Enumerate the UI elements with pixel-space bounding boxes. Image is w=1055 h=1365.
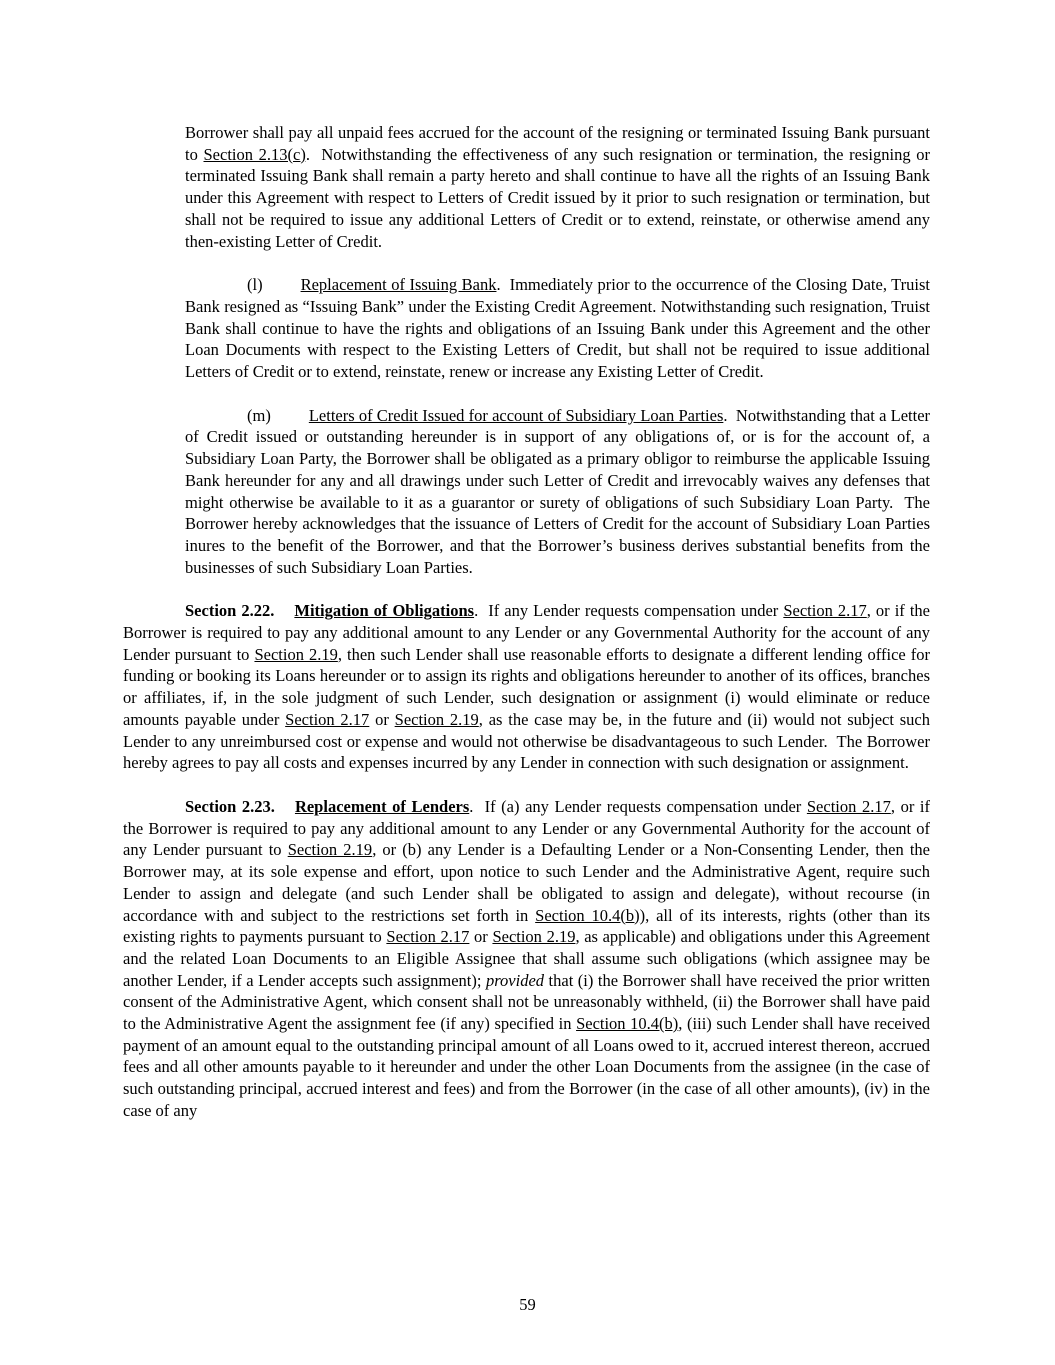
clause-heading: Replacement of Issuing Bank [300,275,497,295]
body-text: , then such Lender shall use reasonable efforts to designate a different lending office for funding or booking its Loans hereunder or to assign its rights and obligations hereunder to another of its offices, branches or affiliates, if, in the sole judgment of such Lender, such designation or assignment (i) would eliminate or reduce amounts payable under [123,644,930,729]
section-number: Section 2.22. [185,601,275,621]
document-body [123,122,930,1144]
section-reference: Section 10.4(b) [535,905,640,925]
section-reference: Section 2.17 [806,796,891,816]
paragraph-section-2-22 [123,600,930,774]
paragraph-clause-l [185,274,930,383]
body-text: . If any Lender requests compensation under [474,601,784,621]
body-text: Borrower shall pay all unpaid fees accrued for the account of the resigning or terminated Issuing Bank pursuant to [185,123,930,164]
body-text: , or if the Borrower is required to pay any additional amount to any Lender or any Governmental Authority for the account of any Lender pursuant to [123,796,930,860]
section-heading: Replacement of Lenders [294,796,470,816]
section-reference: Section 2.17 [386,927,470,947]
section-reference: Section 2.13(c) [203,144,306,164]
body-text: , (iii) such Lender shall have received payment of an amount equal to the outstanding principal amount of all Loans owed to it, accrued interest thereon, accrued fees and all other amounts payable to it hereunder and under the other Loan Documents from the assignee (in the case of such outstanding principal, accrued interest and fees) and from the Borrower (in the case of all other amounts), (iv) in the case of any [123,1014,930,1120]
section-reference: Section 2.19 [394,709,479,729]
body-text: . Notwithstanding the effectiveness of any such resignation or termination, the resigning or terminated Issuing Bank shall remain a party hereto and shall continue to have all the rights of an Issuing Bank under this Agreement with respect to Letters of Credit issued by it prior to such resignation or termination, but shall not be required to issue any additional Letters of Credit or to extend, reinstate, or otherwise amend any then-existing Letter of Credit. [185,144,930,251]
clause-label: (m) [247,405,271,425]
section-reference: Section 10.4(b) [576,1014,679,1034]
paragraph-clause-m [185,405,930,579]
section-reference: Section 2.19 [254,644,338,664]
proviso-term: provided [485,970,545,990]
body-text: , or if the Borrower is required to pay any additional amount to any Lender or any Governmental Authority for the account of any Lender pursuant to [123,601,930,664]
section-reference: Section 2.19 [287,840,373,860]
body-text: . Immediately prior to the occurrence of the Closing Date, Truist Bank resigned as “Issuing Bank” under the Existing Credit Agreement. Notwithstanding such resignation, Truist Bank shall continue to have the rights and obligations of an Issuing Bank under this Agreement and the other Loan Documents with respect to the Existing Letters of Credit, but shall not be required to issue additional Letters of Credit or to extend, reinstate, renew or increase any Existing Letter of Credit. [185,275,930,382]
body-text: , as the case may be, in the future and (ii) would not subject such Lender to any unreimbursed cost or expense and would not otherwise be disadvantageous to such Lender. The Borrower hereby agrees to pay all costs and expenses incurred by any Lender in connection with such designation or assignment. [123,709,930,773]
body-text: , as applicable) and obligations under this Agreement and the related Loan Documents to an Eligible Assignee that shall assume such obligations (which assignee may be another Lender, if a Lender accepts such assignment); [123,927,931,990]
clause-heading: Letters of Credit Issued for account of Subsidiary Loan Parties [308,405,724,425]
page-number: 59 [519,1295,536,1314]
section-reference: Section 2.17 [783,601,867,621]
clause-label: (l) [247,275,263,295]
body-text: that (i) the Borrower shall have received the prior written consent of the Administrative Agent, which consent shall not be unreasonably withheld, (ii) the Borrower shall have paid to the Administrative Agent the assignment fee (if any) specified in [123,970,930,1034]
paragraph-continuation [185,122,930,252]
body-text: , or (b) any Lender is a Defaulting Lender or a Non-Consenting Lender, then the Borrower may, at its sole expense and effort, upon notice to such Lender and the Administrative Agent, require such Lender to assign and delegate (and such Lender shall be obligated to assign and delegate), without recourse (in accordance with and subject to the restrictions set forth in [123,840,931,925]
body-text: . If (a) any Lender requests compensation under [469,796,807,816]
body-text: or [469,927,493,947]
body-text: or [369,709,395,729]
section-reference: Section 2.19 [492,927,576,947]
body-text: . Notwithstanding that a Letter of Credit issued or outstanding hereunder is in support of any obligations of, or is for the account of, a Subsidiary Loan Party, the Borrower shall be obligated as a primary obligor to reimburse the applicable Issuing Bank hereunder for any and all drawings under such Letter of Credit and irrevocably waives any defenses that might otherwise be available to it as a guarantor or surety of obligations of such Subsidiary Loan Party. The Borrower hereby acknowledges that the issuance of Letters of Credit for the account of Subsidiary Loan Parties inures to the benefit of the Borrower, and that the Borrower’s business derives substantial benefits from the businesses of such Subsidiary Loan Parties. [185,405,931,577]
section-heading: Mitigation of Obligations [294,601,475,621]
section-number: Section 2.23. [185,796,275,816]
paragraph-section-2-23 [123,796,930,1122]
section-reference: Section 2.17 [285,709,370,729]
body-text: ), all of its interests, rights (other than its existing rights to payments pursuant to [123,905,931,947]
